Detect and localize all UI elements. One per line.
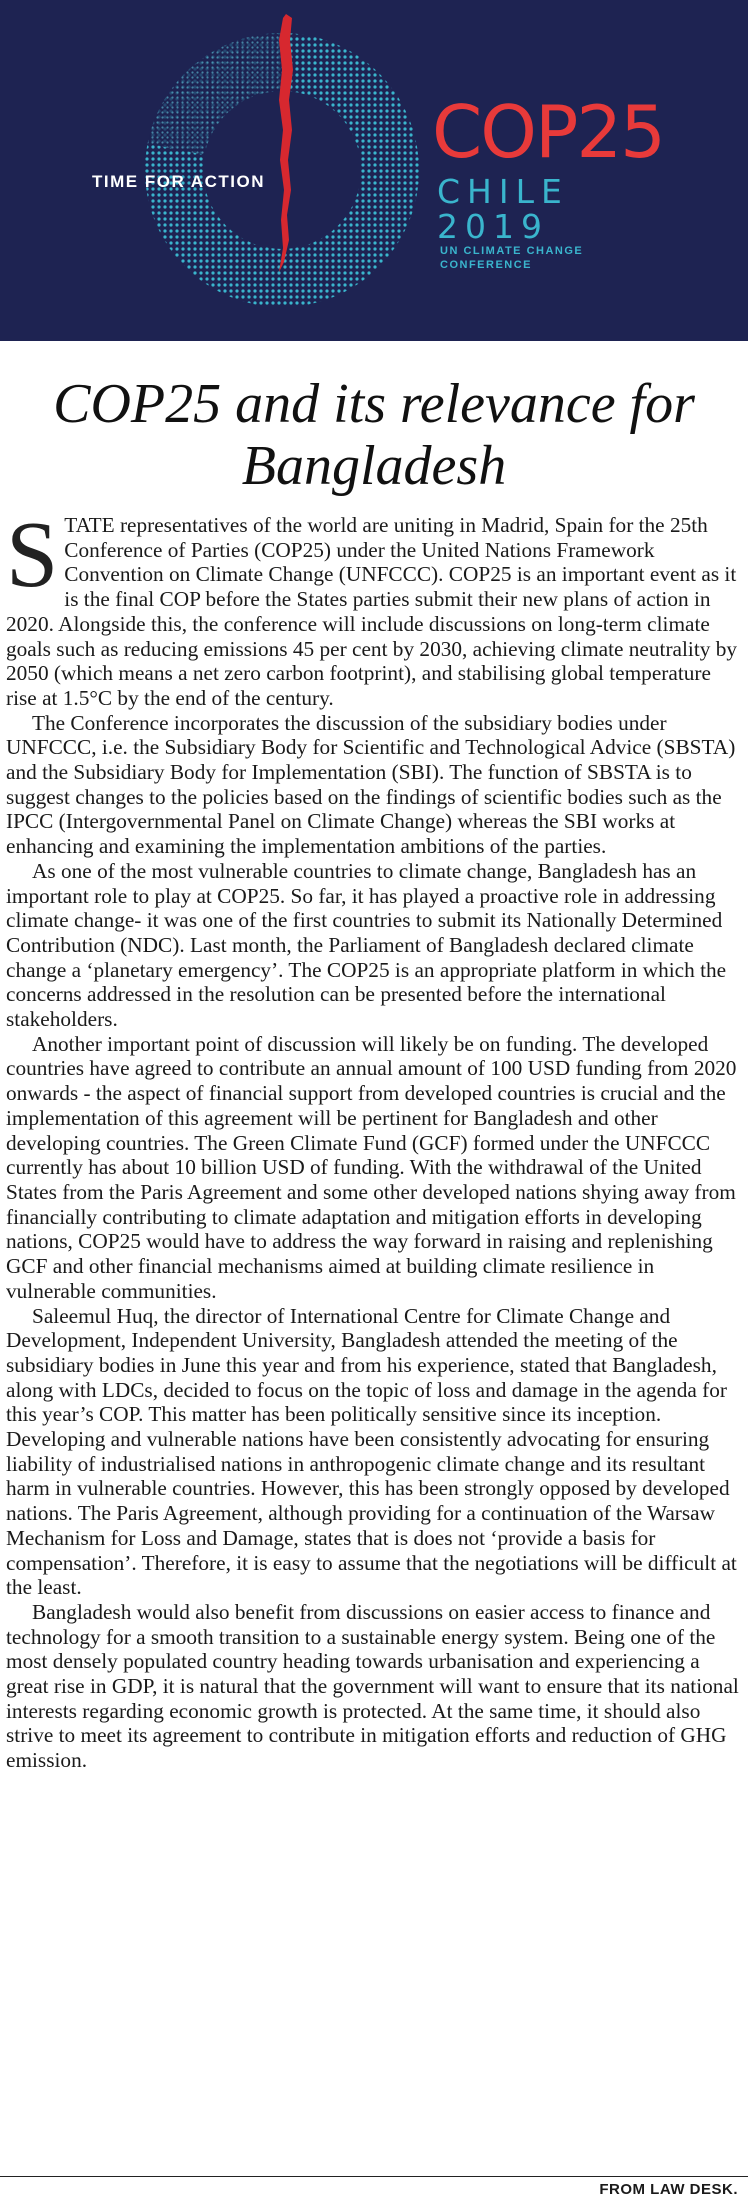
- event-country: CHILE: [437, 172, 569, 211]
- article-paragraph: Saleemul Huq, the director of International Centre for Climate Change and Development, Independent University, Bangladesh attended the meeting of the subsidiary bodies in June this year and from his experience, stated that Bangladesh, along with LDCs, decided to focus on the topic of loss and damage in the agenda for this year’s COP. This matter has been politically sensitive since its inception. Developing and vulnerable nations have been consistently advocating for ensuring liability of industrialised nations in anthropogenic climate change and its resultant harm in vulnerable countries. However, this has been strongly opposed by developed nations. The Paris Agreement, although providing for a continuation of the Warsaw Mechanism for Loss and Damage, states that is does not ‘provide a basis for compensation’. Therefore, it is easy to assume that the negotiations will be difficult at the least.: [6, 1303, 737, 1600]
- chile-map-icon: [279, 14, 293, 272]
- article-paragraph: The Conference incorporates the discussion of the subsidiary bodies under UNFCCC, i.e. the Subsidiary Body for Scientific and Technological Advice (SBSTA) and the Subsidiary Body for Implementation (SBI). The function of SBSTA is to suggest changes to the policies based on the findings of scientific bodies such as the IPCC (Intergovernmental Panel on Climate Change) whereas the SBI works at enhancing and examining the implementation ambitions of the parties.: [6, 710, 736, 859]
- event-name: COP25: [432, 90, 664, 174]
- article-paragraph: Another important point of discussion will likely be on funding. The developed countries have agreed to contribute an annual amount of 100 USD funding from 2020 onwards - the aspect of financial support from developed countries is crucial and the implementation of this agreement will be pertinent for Bangladesh and other developing countries. The Green Climate Fund (GCF) formed under the UNFCCC currently has about 10 billion USD of funding. With the withdrawal of the United States from the Paris Agreement and some other developed nations shying away from financially contributing to climate adaptation and mitigation efforts in developing nations, COP25 would have to address the way forward in raising and replenishing GCF and other financial mechanisms aimed at building climate resilience in vulnerable communities.: [6, 1031, 737, 1303]
- article-headline: COP25 and its relevance for Bangladesh: [53, 373, 695, 497]
- banner-tagline: TIME FOR ACTION: [92, 172, 265, 191]
- article-body: [6, 503, 740, 1773]
- drop-cap: S: [6, 503, 59, 607]
- credit-line: [0, 2176, 748, 2198]
- credit-text: FROM LAW DESK.: [599, 2181, 738, 2198]
- article-paragraph: As one of the most vulnerable countries to climate change, Bangladesh has an important role to play at COP25. So far, it has played a proactive role in addressing climate change- it was one of the first countries to submit its Nationally Determined Contribution (NDC). Last month, the Parliament of Bangladesh declared climate change a ‘planetary emergency’. The COP25 is an appropriate platform in which the concerns addressed in the resolution can be presented before the international stakeholders.: [6, 858, 727, 1032]
- cop25-banner: [0, 0, 748, 341]
- article-paragraph: STATE representatives of the world are uniting in Madrid, Spain for the 25th Conference of Parties (COP25) under the United Nations Framework Convention on Climate Change (UNFCCC). COP25 is an important event as it is the final COP before the States parties submit their new plans of action in 2020. Alongside this, the conference will include discussions on long-term climate goals such as reducing emissions 45 per cent by 2030, achieving climate neutrality by 2050 (which means a net zero carbon footprint), and stabilising global temperature rise at 1.5°C by the end of the century.: [6, 503, 738, 710]
- event-year: 2019: [437, 207, 549, 246]
- event-subtitle: UN CLIMATE CHANGE CONFERENCE: [440, 245, 584, 271]
- article-paragraph: Bangladesh would also benefit from discussions on easier access to finance and technology for a smooth transition to a sustainable energy system. Being one of the most densely populated country heading towards urbanisation and experiencing a great rise in GDP, it is natural that the government will want to ensure that its national interests regarding economic growth is protected. At the same time, it should also strive to meet its agreement to contribute in mitigation efforts and reduction of GHG emission.: [6, 1599, 739, 1773]
